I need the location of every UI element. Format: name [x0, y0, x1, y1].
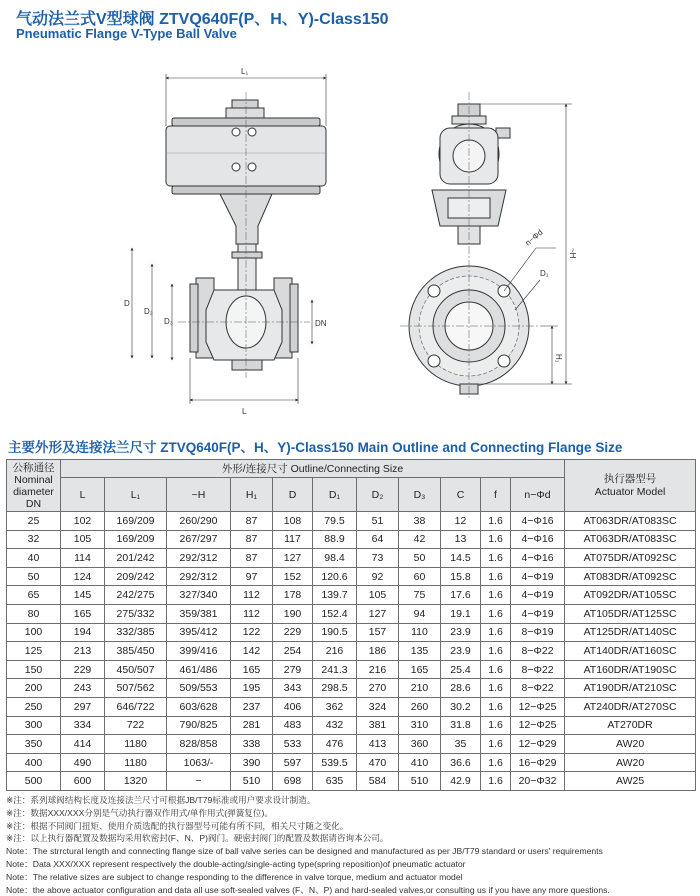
table-cell: 722: [105, 716, 167, 735]
table-cell: 1.6: [481, 716, 511, 735]
table-cell: 122: [231, 623, 273, 642]
table-cell: 790/825: [167, 716, 231, 735]
note-line: Note：The strrctural length and connecting flange size of ball valve series can be designed and manufactured as per JB/T79 standard or users' requirements: [6, 846, 603, 857]
table-cell: 4−Φ19: [511, 604, 565, 623]
table-cell: 16−Φ29: [511, 753, 565, 772]
table-cell: 476: [313, 735, 357, 754]
table-cell: 92: [357, 567, 399, 586]
table-cell: 112: [231, 604, 273, 623]
table-cell: 327/340: [167, 586, 231, 605]
table-cell: 267/297: [167, 530, 231, 549]
table-cell: 117: [273, 530, 313, 549]
table-cell: 195: [231, 679, 273, 698]
table-cell: 241.3: [313, 660, 357, 679]
table-cell: 250: [7, 697, 61, 716]
table-cell: 410: [399, 753, 441, 772]
table-cell: 51: [357, 512, 399, 531]
table-cell: AT270DR: [565, 716, 696, 735]
table-cell: 14.5: [441, 549, 481, 568]
table-cell: 4−Φ16: [511, 530, 565, 549]
table-cell: 600: [61, 772, 105, 791]
table-cell: 8−Φ19: [511, 623, 565, 642]
dim-label-d1: D₁: [540, 269, 549, 278]
table-cell: 1.6: [481, 530, 511, 549]
table-cell: 157: [357, 623, 399, 642]
table-cell: −: [167, 772, 231, 791]
table-cell: 124: [61, 567, 105, 586]
table-cell: 1.6: [481, 697, 511, 716]
table-cell: 42.9: [441, 772, 481, 791]
notes: [6, 794, 696, 896]
table-cell: 237: [231, 697, 273, 716]
table-cell: 4−Φ19: [511, 586, 565, 605]
table-cell: AT190DR/AT210SC: [565, 679, 696, 698]
table-cell: 169/209: [105, 530, 167, 549]
table-cell: 1.6: [481, 604, 511, 623]
table-cell: 165: [61, 604, 105, 623]
note-line: ※注：根据不同阀门扭矩、使用介质选配的执行器型号可能有所不同，相关尺寸随之变化。: [6, 820, 349, 831]
table-cell: 1180: [105, 753, 167, 772]
table-cell: 110: [399, 623, 441, 642]
table-cell: 1.6: [481, 586, 511, 605]
table-cell: 80: [7, 604, 61, 623]
table-cell: AT063DR/AT083SC: [565, 530, 696, 549]
table-cell: 75: [399, 586, 441, 605]
table-cell: 139.7: [313, 586, 357, 605]
note-line: Note：the above actuator configuration and data all use soft-sealed valves (F、N、P) and hard-sealed valves,or consulting us if you have any more questions.: [6, 884, 610, 895]
table-cell: 65: [7, 586, 61, 605]
table-row: [7, 772, 696, 791]
table-cell: 150: [7, 660, 61, 679]
table-cell: 4−Φ19: [511, 567, 565, 586]
table-cell: 1.6: [481, 512, 511, 531]
table-cell: 698: [273, 772, 313, 791]
table-cell: 98.4: [313, 549, 357, 568]
table-cell: 281: [231, 716, 273, 735]
table-cell: 20−Φ32: [511, 772, 565, 791]
table-row: [7, 586, 696, 605]
table-cell: 114: [61, 549, 105, 568]
table-cell: 450/507: [105, 660, 167, 679]
table-row: [7, 604, 696, 623]
column-header: n−Φd: [511, 478, 565, 512]
table-cell: 4−Φ16: [511, 549, 565, 568]
table-row: [7, 697, 696, 716]
table-cell: AT125DR/AT140SC: [565, 623, 696, 642]
dim-label-dn: DN: [315, 319, 327, 328]
dim-label-l: L: [242, 407, 247, 416]
table-row: [7, 753, 696, 772]
table-cell: 38: [399, 512, 441, 531]
table-cell: 297: [61, 697, 105, 716]
column-header: L₁: [105, 478, 167, 512]
table-cell: 28.6: [441, 679, 481, 698]
table-cell: 229: [273, 623, 313, 642]
table-cell: 646/722: [105, 697, 167, 716]
table-row: [7, 642, 696, 661]
table-cell: AT083DR/AT092SC: [565, 567, 696, 586]
table-row: [7, 735, 696, 754]
table-cell: 510: [399, 772, 441, 791]
table-title: 主要外形及连接法兰尺寸 ZTVQ640F(P、H、Y)-Class150 Main Outline and Connecting Flange Size: [8, 440, 623, 455]
table-cell: 1320: [105, 772, 167, 791]
table-cell: 13: [441, 530, 481, 549]
dim-label-nd: n−Φd: [523, 227, 545, 248]
table-cell: 60: [399, 567, 441, 586]
table-cell: 509/553: [167, 679, 231, 698]
table-cell: 584: [357, 772, 399, 791]
front-view: [166, 92, 326, 378]
table-cell: 64: [357, 530, 399, 549]
valve-technical-drawing: [0, 48, 700, 434]
table-cell: 1.6: [481, 549, 511, 568]
table-cell: AW25: [565, 772, 696, 791]
table-cell: 298.5: [313, 679, 357, 698]
table-cell: 254: [273, 642, 313, 661]
table-cell: 19.1: [441, 604, 481, 623]
table-cell: 50: [7, 567, 61, 586]
table-cell: 12−Φ25: [511, 716, 565, 735]
table-cell: 165: [399, 660, 441, 679]
table-cell: 23.9: [441, 642, 481, 661]
table-cell: 461/486: [167, 660, 231, 679]
table-cell: 73: [357, 549, 399, 568]
table-cell: 36.6: [441, 753, 481, 772]
table-cell: AT140DR/AT160SC: [565, 642, 696, 661]
table-cell: 395/412: [167, 623, 231, 642]
table-cell: 108: [273, 512, 313, 531]
table-cell: 1180: [105, 735, 167, 754]
table-cell: 31.8: [441, 716, 481, 735]
note-line: ※注：系列球阀结构长度及连接法兰尺寸可根据JB/T79标准或用户要求设计制造。: [6, 795, 316, 805]
dim-label-h: ~H: [568, 248, 577, 259]
table-cell: 400: [7, 753, 61, 772]
table-cell: AT092DR/AT105SC: [565, 586, 696, 605]
dim-label-h1: H₁: [554, 354, 563, 363]
table-cell: 30.2: [441, 697, 481, 716]
table-row: [7, 549, 696, 568]
table-cell: 275/332: [105, 604, 167, 623]
table-row: [7, 623, 696, 642]
table-cell: 510: [231, 772, 273, 791]
dim-label-d3: D₃: [164, 317, 174, 326]
table-cell: 243: [61, 679, 105, 698]
table-cell: 186: [357, 642, 399, 661]
table-cell: 229: [61, 660, 105, 679]
table-cell: 112: [231, 586, 273, 605]
table-cell: 102: [61, 512, 105, 531]
table-row: [7, 530, 696, 549]
table-cell: 310: [399, 716, 441, 735]
table-cell: 332/385: [105, 623, 167, 642]
table-cell: 390: [231, 753, 273, 772]
table-cell: 413: [357, 735, 399, 754]
column-header: D₃: [399, 478, 441, 512]
table-cell: 216: [313, 642, 357, 661]
table-cell: AT063DR/AT083SC: [565, 512, 696, 531]
note-line: Note：The relative sizes are subject to change responding to the difference in valve torque, medium and actuator model: [6, 871, 463, 882]
table-cell: 1.6: [481, 735, 511, 754]
table-cell: 385/450: [105, 642, 167, 661]
table-cell: AT160DR/AT190SC: [565, 660, 696, 679]
table-cell: 260/290: [167, 512, 231, 531]
table-cell: 87: [231, 530, 273, 549]
table-cell: 334: [61, 716, 105, 735]
table-cell: 350: [7, 735, 61, 754]
table-row: [7, 660, 696, 679]
table-cell: 213: [61, 642, 105, 661]
table-cell: 300: [7, 716, 61, 735]
table-cell: 292/312: [167, 567, 231, 586]
table-cell: 97: [231, 567, 273, 586]
table-cell: 4−Φ16: [511, 512, 565, 531]
column-header: D₁: [313, 478, 357, 512]
table-cell: 539.5: [313, 753, 357, 772]
column-header: D: [273, 478, 313, 512]
table-cell: 40: [7, 549, 61, 568]
table-body: [7, 512, 696, 791]
table-cell: 125: [7, 642, 61, 661]
column-header: D₂: [357, 478, 399, 512]
table-cell: 507/562: [105, 679, 167, 698]
table-cell: 362: [313, 697, 357, 716]
column-header: H₁: [231, 478, 273, 512]
column-header: f: [481, 478, 511, 512]
side-view: [400, 92, 540, 400]
table-cell: 360: [399, 735, 441, 754]
table-cell: 87: [231, 512, 273, 531]
table-cell: 12−Φ29: [511, 735, 565, 754]
table-cell: 25.4: [441, 660, 481, 679]
column-header: ~H: [167, 478, 231, 512]
table-cell: 169/209: [105, 512, 167, 531]
table-cell: 23.9: [441, 623, 481, 642]
table-cell: 1.6: [481, 753, 511, 772]
table-cell: 828/858: [167, 735, 231, 754]
table-cell: 1.6: [481, 642, 511, 661]
table-cell: 399/416: [167, 642, 231, 661]
table-cell: 8−Φ22: [511, 642, 565, 661]
table-cell: 178: [273, 586, 313, 605]
table-cell: AT105DR/AT125SC: [565, 604, 696, 623]
dim-label-d: D: [124, 299, 130, 308]
table-cell: 635: [313, 772, 357, 791]
table-cell: 324: [357, 697, 399, 716]
table-cell: 79.5: [313, 512, 357, 531]
table-cell: 483: [273, 716, 313, 735]
note-line: ※注：数据XXX/XXX分别是气动执行器双作用式/单作用式(弹簧复位)。: [6, 807, 273, 818]
table-cell: 490: [61, 753, 105, 772]
table-cell: 42: [399, 530, 441, 549]
table-cell: 165: [231, 660, 273, 679]
table-cell: 8−Φ22: [511, 679, 565, 698]
table-cell: 190: [273, 604, 313, 623]
page-subtitle: Pneumatic Flange V-Type Ball Valve: [16, 26, 237, 41]
table-cell: 216: [357, 660, 399, 679]
table-cell: 12: [441, 512, 481, 531]
table-cell: 603/628: [167, 697, 231, 716]
table-cell: 597: [273, 753, 313, 772]
dim-label-d2: D₂: [144, 307, 153, 316]
table-cell: 8−Φ22: [511, 660, 565, 679]
header-dn: 公称通径 Nominal diameter DN: [7, 460, 61, 512]
table-cell: 470: [357, 753, 399, 772]
table-cell: AT240DR/AT270SC: [565, 697, 696, 716]
table-cell: 414: [61, 735, 105, 754]
table-cell: 210: [399, 679, 441, 698]
table-cell: 359/381: [167, 604, 231, 623]
dim-label-l1: L₁: [241, 67, 249, 76]
table-cell: 260: [399, 697, 441, 716]
table-cell: 338: [231, 735, 273, 754]
table-cell: 279: [273, 660, 313, 679]
table-row: [7, 679, 696, 698]
table-cell: 500: [7, 772, 61, 791]
dimension-table: [6, 459, 696, 791]
table-cell: 533: [273, 735, 313, 754]
table-cell: 1063/-: [167, 753, 231, 772]
table-cell: 152.4: [313, 604, 357, 623]
header-actuator: 执行器型号 Actuator Model: [565, 460, 696, 512]
table-cell: 201/242: [105, 549, 167, 568]
table-cell: AW20: [565, 735, 696, 754]
note-line: Note：Data XXX/XXX represent respectively the double-acting/single-acting type(spring reposition)of pneumatic actuator: [6, 858, 466, 869]
table-cell: 406: [273, 697, 313, 716]
table-cell: 94: [399, 604, 441, 623]
table-cell: 15.8: [441, 567, 481, 586]
table-cell: 100: [7, 623, 61, 642]
table-cell: 127: [357, 604, 399, 623]
table-cell: 381: [357, 716, 399, 735]
table-cell: 200: [7, 679, 61, 698]
table-row: [7, 716, 696, 735]
table-row: [7, 512, 696, 531]
table-cell: AT075DR/AT092SC: [565, 549, 696, 568]
table-cell: 50: [399, 549, 441, 568]
table-cell: 194: [61, 623, 105, 642]
column-header: C: [441, 478, 481, 512]
table-cell: 88.9: [313, 530, 357, 549]
table-cell: 1.6: [481, 679, 511, 698]
table-cell: 127: [273, 549, 313, 568]
table-cell: 1.6: [481, 623, 511, 642]
table-cell: 12−Φ25: [511, 697, 565, 716]
table-cell: 1.6: [481, 772, 511, 791]
table-cell: 270: [357, 679, 399, 698]
table-cell: 242/275: [105, 586, 167, 605]
header-outline: 外形/连接尺寸 Outline/Connecting Size: [61, 460, 565, 478]
table-cell: 105: [61, 530, 105, 549]
table-cell: 35: [441, 735, 481, 754]
table-cell: 152: [273, 567, 313, 586]
table-row: [7, 567, 696, 586]
table-cell: 292/312: [167, 549, 231, 568]
table-cell: 17.6: [441, 586, 481, 605]
table-cell: 209/242: [105, 567, 167, 586]
table-cell: 105: [357, 586, 399, 605]
column-header: L: [61, 478, 105, 512]
table-cell: 145: [61, 586, 105, 605]
table-cell: 120.6: [313, 567, 357, 586]
page-title: 气动法兰式V型球阀 ZTVQ640F(P、H、Y)-Class150: [16, 11, 389, 28]
table-cell: 1.6: [481, 660, 511, 679]
table-cell: 1.6: [481, 567, 511, 586]
table-cell: 190.5: [313, 623, 357, 642]
table-cell: AW20: [565, 753, 696, 772]
table-cell: 32: [7, 530, 61, 549]
table-cell: 432: [313, 716, 357, 735]
table-cell: 343: [273, 679, 313, 698]
note-line: ※注：以上执行器配置及数据均采用软密封(F、N、P)阀门。硬密封阀门的配置及数据请咨询本公司。: [6, 833, 389, 844]
table-cell: 142: [231, 642, 273, 661]
table-cell: 87: [231, 549, 273, 568]
table-cell: 135: [399, 642, 441, 661]
table-cell: 25: [7, 512, 61, 531]
